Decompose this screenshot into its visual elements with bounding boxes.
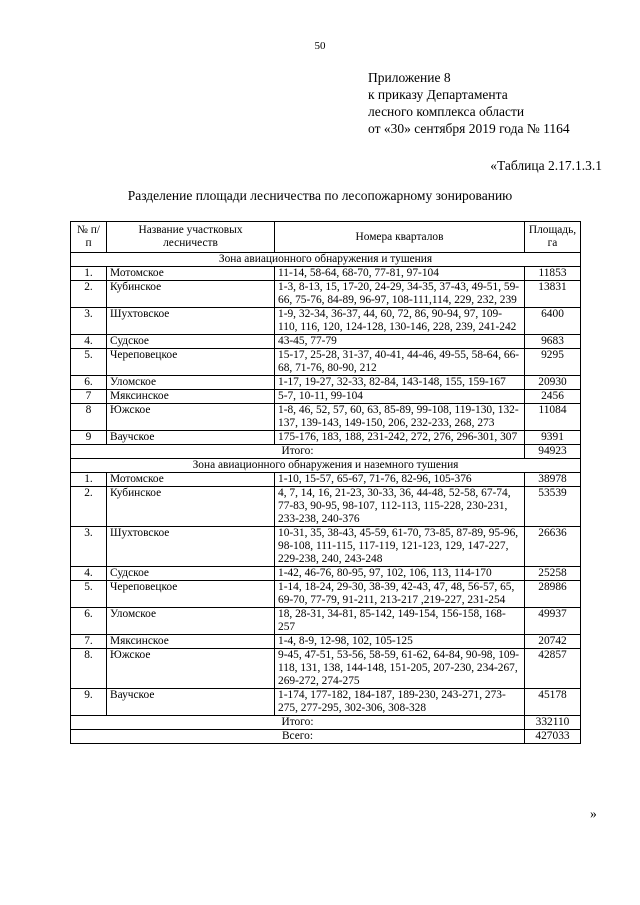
row-num: 9. [71,689,107,716]
row-name: Ваучское [107,689,275,716]
row-area: 25258 [525,567,581,581]
appendix-line-3: лесного комплекса области [368,104,525,119]
row-area: 9683 [525,335,581,349]
row-num: 1. [71,267,107,281]
row-quarters: 18, 28-31, 34-81, 85-142, 149-154, 156-158, 168-257 [275,608,525,635]
zone1-title: Зона авиационного обнаружения и тушения [71,253,581,267]
zone1-total-label: Итого: [71,445,525,459]
zone-row [71,253,581,267]
row-name: Мотомское [107,267,275,281]
row-name: Южское [107,404,275,431]
row-name: Уломское [107,608,275,635]
row-area: 26636 [525,527,581,567]
row-quarters: 4, 7, 14, 16, 21-23, 30-33, 36, 44-48, 52-58, 67-74, 77-83, 90-95, 98-107, 112-113, 115-228, 230-231, 233-238, 240-376 [275,487,525,527]
row-num: 5. [71,349,107,376]
row-area: 42857 [525,649,581,689]
row-area: 11084 [525,404,581,431]
row-name: Мяксинское [107,635,275,649]
row-area: 28986 [525,581,581,608]
row-area: 49937 [525,608,581,635]
grand-total-label: Всего: [71,730,525,744]
row-num: 6. [71,376,107,390]
row-quarters: 1-9, 32-34, 36-37, 44, 60, 72, 86, 90-94, 97, 109-110, 116, 120, 124-128, 130-146, 228, 239, 241-242 [275,308,525,335]
header-quarters: Номера кварталов [275,222,525,253]
row-name: Кубинское [107,281,275,308]
row-name: Судское [107,567,275,581]
row-num: 7. [71,635,107,649]
zone1-total-value: 94923 [525,445,581,459]
row-quarters: 1-14, 18-24, 29-30, 38-39, 42-43, 47, 48, 56-57, 65, 69-70, 77-79, 91-211, 213-217 ,219-227, 231-254 [275,581,525,608]
page-number: 50 [314,40,326,52]
subtotal-row [71,716,581,730]
row-area: 38978 [525,473,581,487]
row-num: 7 [71,390,107,404]
row-area: 9391 [525,431,581,445]
row-num: 3. [71,308,107,335]
row-name: Судское [107,335,275,349]
table-row [71,635,581,649]
row-name: Ваучское [107,431,275,445]
row-quarters: 1-10, 15-57, 65-67, 71-76, 82-96, 105-376 [275,473,525,487]
table-row [71,308,581,335]
row-name: Череповецкое [107,581,275,608]
row-area: 53539 [525,487,581,527]
row-name: Мотомское [107,473,275,487]
row-num: 4. [71,567,107,581]
row-area: 45178 [525,689,581,716]
row-name: Кубинское [107,487,275,527]
row-quarters: 10-31, 35, 38-43, 45-59, 61-70, 73-85, 87-89, 95-96, 98-108, 111-115, 117-119, 121-123, 129, 147-227, 229-238, 240, 243-248 [275,527,525,567]
row-name: Череповецкое [107,349,275,376]
header-area: Площадь, га [525,222,581,253]
row-name: Южское [107,649,275,689]
row-num: 2. [71,487,107,527]
row-area: 2456 [525,390,581,404]
row-area: 20742 [525,635,581,649]
appendix-line-4: от «30» сентября 2019 года № 1164 [368,121,570,136]
row-quarters: 11-14, 58-64, 68-70, 77-81, 97-104 [275,267,525,281]
header-name: Название участковых лесничеств [107,222,275,253]
table-row [71,608,581,635]
table-row [71,390,581,404]
row-quarters: 43-45, 77-79 [275,335,525,349]
header-num: № п/п [71,222,107,253]
grand-total-value: 427033 [525,730,581,744]
zone2-total-value: 332110 [525,716,581,730]
row-num: 9 [71,431,107,445]
row-quarters: 1-17, 19-27, 32-33, 82-84, 143-148, 155, 159-167 [275,376,525,390]
table-row [71,527,581,567]
appendix-block [368,69,570,137]
row-area: 9295 [525,349,581,376]
row-area: 20930 [525,376,581,390]
table-label: «Таблица 2.17.1.3.1 [490,158,602,173]
table-row [71,567,581,581]
zone-row [71,459,581,473]
table-row [71,487,581,527]
row-area: 6400 [525,308,581,335]
table-row [71,267,581,281]
row-name: Шухтовское [107,308,275,335]
closing-quote: » [590,806,597,821]
row-name: Шухтовское [107,527,275,567]
row-quarters: 1-3, 8-13, 15, 17-20, 24-29, 34-35, 37-43, 49-51, 59-66, 75-76, 84-89, 96-97, 108-111,114, 229, 232, 239 [275,281,525,308]
row-quarters: 1-8, 46, 52, 57, 60, 63, 85-89, 99-108, 119-130, 132-137, 139-143, 149-150, 206, 232-233, 268, 273 [275,404,525,431]
row-quarters: 9-45, 47-51, 53-56, 58-59, 61-62, 64-84, 90-98, 109-118, 131, 138, 144-148, 151-205, 207-230, 234-267, 269-272, 274-275 [275,649,525,689]
zoning-table [70,221,581,744]
row-quarters: 15-17, 25-28, 31-37, 40-41, 44-46, 49-55, 58-64, 66-68, 71-76, 80-90, 212 [275,349,525,376]
row-num: 4. [71,335,107,349]
row-num: 1. [71,473,107,487]
table-header-row [71,222,581,253]
row-num: 6. [71,608,107,635]
zone2-total-label: Итого: [71,716,525,730]
row-quarters: 1-42, 46-76, 80-95, 97, 102, 106, 113, 114-170 [275,567,525,581]
grand-total-row [71,730,581,744]
table-row [71,376,581,390]
row-quarters: 1-4, 8-9, 12-98, 102, 105-125 [275,635,525,649]
table-row [71,689,581,716]
appendix-line-1: Приложение 8 [368,70,451,85]
zone2-title: Зона авиационного обнаружения и наземного тушения [71,459,581,473]
row-name: Мяксинское [107,390,275,404]
table-row [71,581,581,608]
document-title: Разделение площади лесничества по лесопожарному зонированию [127,188,513,203]
subtotal-row [71,445,581,459]
row-num: 8 [71,404,107,431]
table-row [71,404,581,431]
table-row [71,335,581,349]
table-row [71,349,581,376]
row-area: 13831 [525,281,581,308]
row-num: 3. [71,527,107,567]
table-row [71,649,581,689]
row-num: 2. [71,281,107,308]
table-row [71,473,581,487]
row-quarters: 175-176, 183, 188, 231-242, 272, 276, 296-301, 307 [275,431,525,445]
table-row [71,431,581,445]
row-quarters: 5-7, 10-11, 99-104 [275,390,525,404]
appendix-line-2: к приказу Департамента [368,87,508,102]
row-area: 11853 [525,267,581,281]
table-body [71,253,581,744]
row-num: 8. [71,649,107,689]
row-name: Уломское [107,376,275,390]
row-num: 5. [71,581,107,608]
table-row [71,281,581,308]
row-quarters: 1-174, 177-182, 184-187, 189-230, 243-271, 273-275, 277-295, 302-306, 308-328 [275,689,525,716]
